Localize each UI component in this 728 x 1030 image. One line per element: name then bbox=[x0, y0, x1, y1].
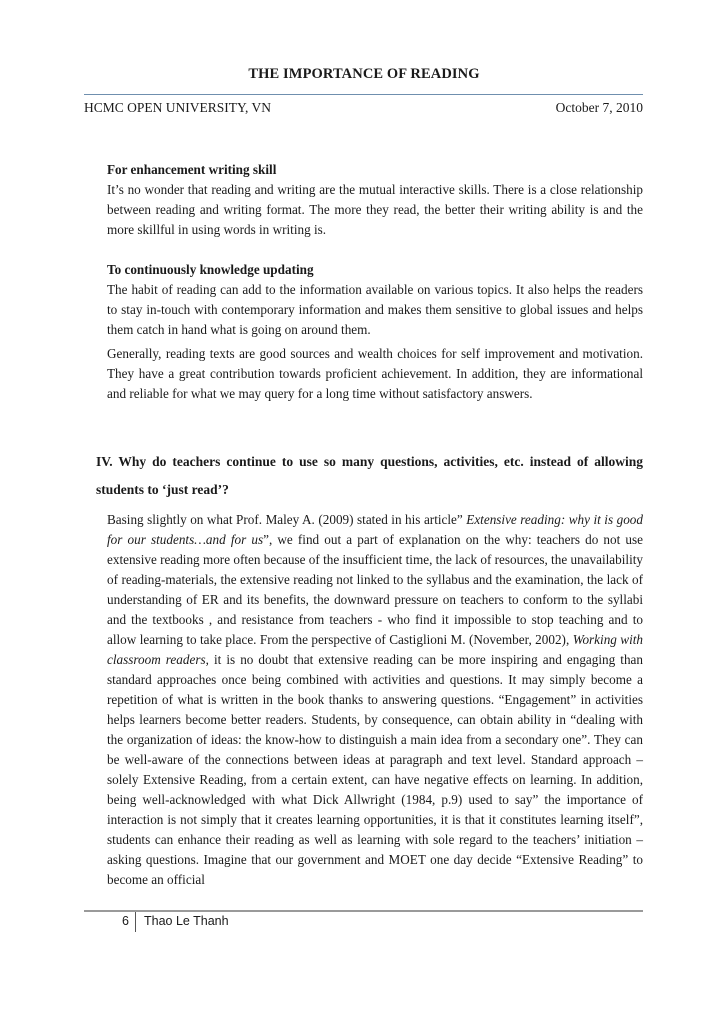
section-iv-text-c: , it is no doubt that extensive reading can be more inspiring and engaging than standard approaches once being combined with activities and questions. It may simply become a repetition of what is written in the book thanks to answering questions. “Engagement” in activities helps learners become better readers. Students, by consequence, can obtain ability in “dealing with the organization of ideas: the know-how to distinguish a main idea from a secondary one”. They can be well-aware of the connections between ideas at paragraph and text level. Standard approach – solely Extensive Reading, from a certain extent, can have negative effects on learning. In addition, being well-acknowledged with what Dick Allwright (1984, p.9) used to say” the importance of interaction is not simply that it creates learning opportunities, it is that it constitutes learning itself”, students can enhance their reading as well as learning with sole regard to the teachers’ initiation – asking questions. Imagine that our government and MOET one day decide “Extensive Reading” to become an official bbox=[107, 652, 643, 887]
footer-divider bbox=[135, 912, 136, 932]
section-iv-text-b: ”, we find out a part of explanation on the why: teachers do not use extensive reading more often because of the insufficient time, the lack of resources, the unavailability of reading-materials, the extensive reading not linked to the syllabus and the examination, the lack of understanding of ER and its benefits, the downward pressure on teachers to conform to the syllabi and the textbooks , and resistance from teachers - who find it impossible to stop teaching and to allow learning to take place. From the perspective of Castiglioni M. (November, 2002), bbox=[107, 532, 643, 647]
header-institution: HCMC OPEN UNIVERSITY, VN bbox=[84, 100, 272, 115]
section-knowledge-heading: To continuously knowledge updating bbox=[107, 262, 314, 277]
section-iv-body bbox=[107, 510, 643, 890]
section-knowledge-body: The habit of reading can add to the information available on various topics. It also helps the readers to stay in-touch with contemporary information and makes them sensitive to global issues and helps them catch in hand what is going on around them. bbox=[107, 282, 643, 337]
paragraph-generally-body: Generally, reading texts are good sources and wealth choices for self improvement and motivation. They have a great contribution towards proficient achievement. In addition, they are informational and reliable for what we may query for a long time without satisfactory answers. bbox=[107, 346, 643, 401]
section-iv-paragraph bbox=[107, 510, 643, 890]
footer-author: Thao Le Thanh bbox=[144, 914, 229, 928]
section-knowledge bbox=[107, 260, 643, 340]
footer-page-number: 6 bbox=[122, 914, 129, 928]
section-iv-heading: IV. Why do teachers continue to use so many questions, activities, etc. instead of allowing students to ‘just read’? bbox=[96, 454, 643, 497]
section-enhancement bbox=[107, 160, 643, 240]
section-enhancement-body: It’s no wonder that reading and writing are the mutual interactive skills. There is a close relationship between reading and writing format. The more they read, the better their writing ability is and the more skillful in using words in writing is. bbox=[107, 182, 643, 237]
paragraph-generally bbox=[107, 344, 643, 404]
section-iv-italic-title-2: Working with classroom readers bbox=[107, 632, 644, 667]
section-iv-italic-title-1: Extensive reading: why it is good for our students…and for us bbox=[107, 512, 643, 547]
section-iv-text-a: Basing slightly on what Prof. Maley A. (2009) stated in his article” bbox=[107, 512, 463, 527]
section-enhancement-heading: For enhancement writing skill bbox=[107, 162, 277, 177]
page-header bbox=[84, 100, 643, 116]
header-rule bbox=[84, 94, 643, 95]
footer-rule bbox=[84, 910, 643, 912]
header-date: October 7, 2010 bbox=[555, 100, 643, 115]
document-title: THE IMPORTANCE OF READING bbox=[248, 66, 480, 82]
